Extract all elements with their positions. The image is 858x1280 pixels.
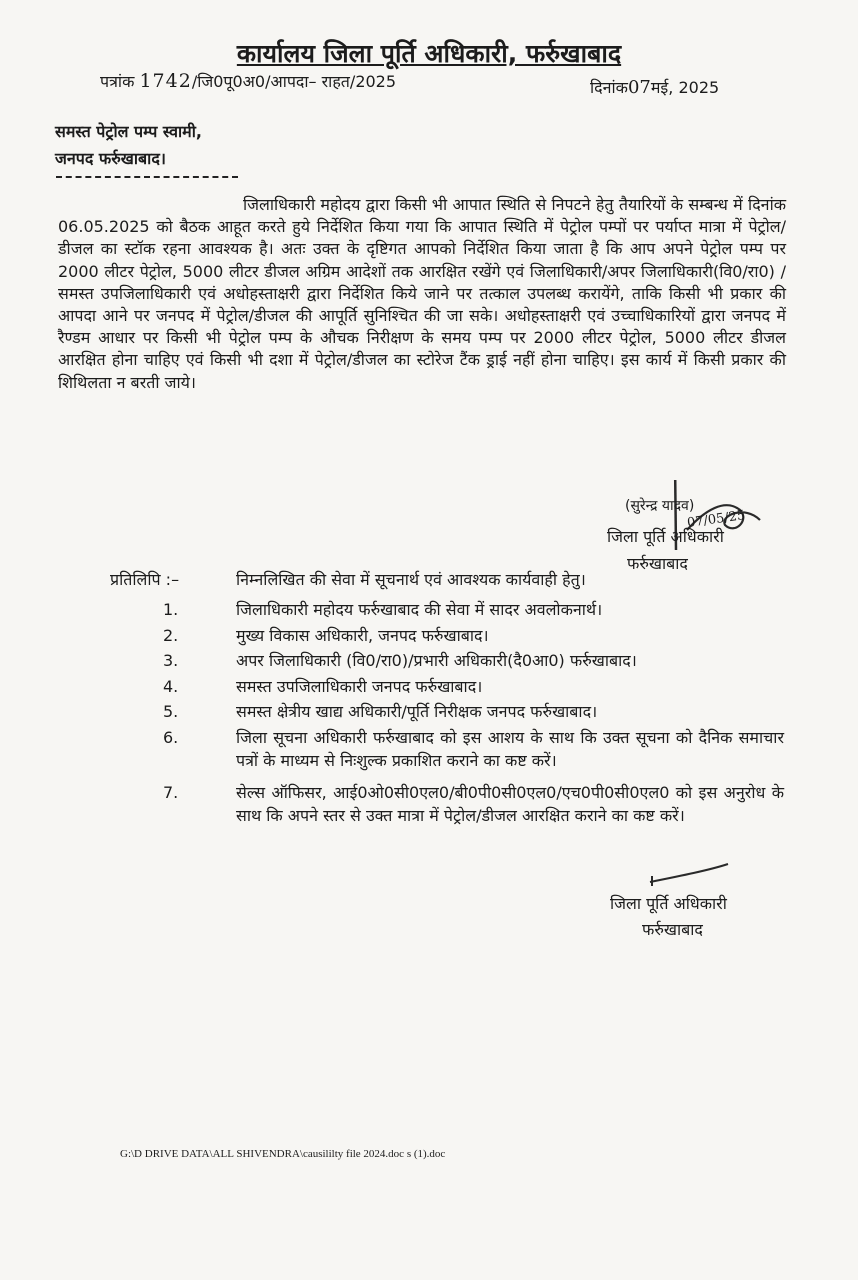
list-item (0, 781, 858, 828)
item-text: समस्त क्षेत्रीय खाद्य अधिकारी/पूर्ति निरीक्षक जनपद फर्रुखाबाद। (236, 702, 598, 721)
addressee-line2: जनपद फर्रुखाबाद। (55, 149, 166, 168)
item-text: जिला सूचना अधिकारी फर्रुखाबाद को इस आशय के साथ कि उक्त सूचना को दैनिक समाचार पत्रों के माध्यम से निःशुल्क प्रकाशित कराने का कष्ट करें। (236, 727, 784, 770)
letter-date: दिनांक07मई, 2025 (590, 77, 720, 98)
copy-list (0, 598, 858, 830)
item-number: 2. (163, 625, 179, 645)
item-number: 4. (163, 676, 179, 696)
signatory-place: फर्रुखाबाद (627, 554, 688, 573)
copy-intro: निम्नलिखित की सेवा में सूचनार्थ एवं आवश्यक कार्यवाही हेतु। (236, 570, 586, 589)
item-text: जिलाधिकारी महोदय फर्रुखाबाद की सेवा में सादर अवलोकनार्थ। (236, 600, 603, 619)
item-text: मुख्य विकास अधिकारी, जनपद फर्रुखाबाद। (236, 625, 489, 645)
signature-block (575, 480, 815, 575)
copy-label: प्रतिलिपि :– (110, 570, 180, 589)
item-text: समस्त उपजिलाधिकारी जनपद फर्रुखाबाद। (236, 676, 483, 696)
signatory-place-2: फर्रुखाबाद (642, 920, 703, 939)
signature-date: 07/05/25 (686, 508, 747, 531)
addressee-underline (56, 176, 238, 178)
item-text: सेल्स ऑफिसर, आई0ओ0सी0एल0/बी0पी0सी0एल0/एच0पी0सी0एल0 को इस अनुरोध के साथ कि अपने स्तर से उक्त मात्रा में पेट्रोल/डीजल आरक्षित कराने का कष्ट करें। (236, 782, 784, 825)
item-number: 6. (163, 727, 179, 747)
body-paragraph: जिलाधिकारी महोदय द्वारा किसी भी आपात स्थिति से निपटने हेतु तैयारियों के सम्बन्ध में दिनांक 06.05.2025 को बैठक आहूत करते हुये निर्देशित किया गया कि आपात स्थिति में पेट्रोल पम्पों पर पर्याप्त मात्रा में पेट्रोल/डीजल का स्टॉक रहना आवश्यक है। अतः उक्त के दृष्टिगत आपको निर्देशित किया जाता है कि आप अपने पेट्रोल पम्प पर 2000 लीटर पेट्रोल, 5000 लीटर डीजल अग्रिम आदेशों तक आरक्षित रखेंगे एवं जिलाधिकारी/अपर जिलाधिकारी(वि0/रा0) / समस्त उपजिलाधिकारी एवं अधोहस्ताक्षरी द्वारा निर्देशित किये जाने पर तत्काल उपलब्ध करायेंगे, ताकि किसी भी प्रकार की आपदा आने पर जनपद में पेट्रोल/डीजल की आपूर्ति सुनिश्चित की जा सके। अधोहस्ताक्षरी एवं उच्चाधिकारियों द्वारा जनपद में रैण्डम आधार पर किसी भी पेट्रोल पम्प के औचक निरीक्षण के समय पम्प पर 2000 लीटर पेट्रोल, 5000 लीटर डीजल आरक्षित होना चाहिए एवं किसी भी दशा में पेट्रोल/डीजल का स्टोरेज टैंक ड्राई नहीं होना चाहिए। इस कार्य में किसी प्रकार की शिथिलता न बरती जाये। (58, 195, 786, 392)
addressee-line1: समस्त पेट्रोल पम्प स्वामी, (55, 122, 202, 141)
signatory-title: जिला पूर्ति अधिकारी (607, 527, 724, 546)
list-item (0, 624, 858, 648)
reference-number: पत्रांक 1742/जि0पू0अ0/आपदा– राहत/2025 (100, 70, 397, 92)
list-item (0, 598, 858, 622)
list-item (0, 675, 858, 699)
item-number: 7. (163, 782, 179, 802)
list-item (0, 726, 858, 773)
signatory-title-2: जिला पूर्ति अधिकारी (610, 894, 727, 913)
signature-block-2 (580, 862, 820, 942)
item-text: अपर जिलाधिकारी (वि0/रा0)/प्रभारी अधिकारी(दै0आ0) फर्रुखाबाद। (236, 651, 637, 670)
office-title: कार्यालय जिला पूर्ति अधिकारी, फर्रुखाबाद (236, 39, 622, 68)
signatory-name: (सुरेन्द्र यादव) (625, 498, 695, 514)
handwritten-ref-number: 1742 (139, 70, 192, 92)
addressee-block (55, 118, 202, 172)
handwritten-date: 07 (627, 77, 651, 98)
list-item (0, 649, 858, 673)
item-number: 5. (163, 702, 179, 721)
item-number: 3. (163, 651, 179, 670)
footer-file-path: G:\D DRIVE DATA\ALL SHIVENDRA\causililty file 2024.doc s (1).doc (120, 1148, 446, 1160)
item-number: 1. (163, 600, 179, 619)
list-item (0, 700, 858, 724)
